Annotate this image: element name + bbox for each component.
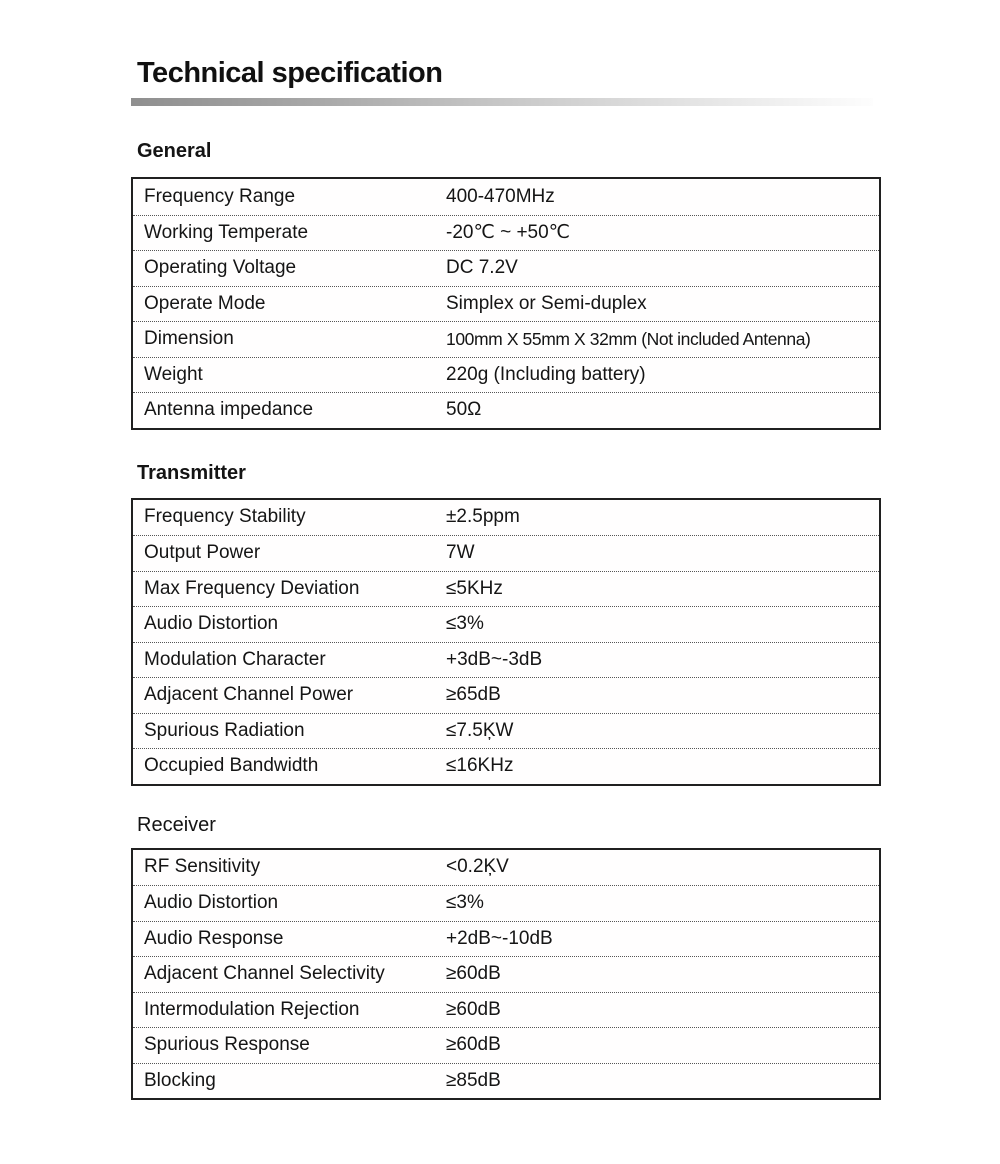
spec-label: Modulation Character: [144, 648, 326, 670]
spec-row: [133, 748, 879, 784]
spec-row: [133, 215, 879, 251]
spec-value: ≥60dB: [446, 1034, 501, 1056]
spec-label: Antenna impedance: [144, 399, 314, 421]
spec-table: [131, 498, 881, 786]
spec-row: [133, 642, 879, 678]
spec-value: ≥60dB: [446, 998, 501, 1020]
spec-row: [133, 885, 879, 921]
spec-page: [131, 0, 881, 1100]
section-receiver: [131, 814, 881, 1101]
spec-label: Dimension: [144, 328, 234, 350]
spec-value: Simplex or Semi-duplex: [446, 292, 647, 314]
section-heading: General: [137, 140, 212, 162]
spec-sections: [131, 140, 881, 1100]
spec-value: ≥65dB: [446, 684, 501, 706]
section-heading: Receiver: [137, 813, 216, 836]
section-heading: Transmitter: [137, 461, 246, 484]
spec-row: [133, 571, 879, 607]
spec-value: 400-470MHz: [446, 185, 555, 207]
spec-label: Audio Response: [144, 927, 284, 949]
spec-value: ≥85dB: [446, 1069, 501, 1091]
spec-row: [133, 1063, 879, 1099]
spec-value: ±2.5ppm: [446, 506, 520, 528]
spec-row: [133, 357, 879, 393]
spec-value: +2dB~-10dB: [446, 927, 553, 949]
spec-row: [133, 392, 879, 428]
spec-label: RF Sensitivity: [144, 856, 261, 878]
spec-label: Output Power: [144, 542, 261, 564]
spec-value: ≤7.5ĶW: [446, 719, 514, 741]
spec-row: [133, 921, 879, 957]
spec-label: Spurious Radiation: [144, 719, 305, 741]
spec-row: [133, 179, 879, 215]
spec-value: 7W: [446, 542, 475, 564]
spec-row: [133, 500, 879, 536]
spec-label: Intermodulation Rejection: [144, 998, 360, 1020]
spec-value: DC 7.2V: [446, 257, 518, 279]
spec-label: Spurious Response: [144, 1034, 310, 1056]
spec-label: Operating Voltage: [144, 257, 297, 279]
spec-table: [131, 848, 881, 1101]
spec-value: 100mm X 55mm X 32mm (Not included Antenna): [446, 328, 811, 349]
spec-row: [133, 992, 879, 1028]
spec-value: 220g (Including battery): [446, 363, 646, 385]
spec-row: [133, 286, 879, 322]
spec-row: [133, 850, 879, 886]
spec-value: 50Ω: [446, 399, 482, 421]
spec-row: [133, 713, 879, 749]
spec-row: [133, 606, 879, 642]
spec-label: Working Temperate: [144, 221, 309, 243]
spec-label: Adjacent Channel Selectivity: [144, 963, 385, 985]
spec-label: Audio Distortion: [144, 613, 279, 635]
spec-label: Frequency Stability: [144, 506, 306, 528]
title-underline: [131, 98, 873, 106]
spec-value: <0.2ĶV: [446, 856, 509, 878]
spec-label: Blocking: [144, 1069, 216, 1091]
spec-label: Max Frequency Deviation: [144, 577, 360, 599]
spec-row: [133, 677, 879, 713]
spec-label: Adjacent Channel Power: [144, 684, 354, 706]
spec-row: [133, 1027, 879, 1063]
spec-value: ≤3%: [446, 892, 484, 914]
spec-label: Audio Distortion: [144, 892, 279, 914]
spec-label: Operate Mode: [144, 292, 266, 314]
page-title: Technical specification: [137, 57, 443, 89]
spec-value: -20℃ ~ +50℃: [446, 222, 571, 244]
spec-row: [133, 321, 879, 357]
section-general: [131, 140, 881, 430]
spec-label: Frequency Range: [144, 185, 296, 207]
spec-row: [133, 956, 879, 992]
spec-value: ≤5KHz: [446, 577, 503, 599]
spec-value: ≤16KHz: [446, 755, 514, 777]
spec-label: Weight: [144, 363, 203, 385]
spec-value: +3dB~-3dB: [446, 648, 543, 670]
spec-label: Occupied Bandwidth: [144, 755, 319, 777]
spec-row: [133, 250, 879, 286]
spec-table: [131, 177, 881, 430]
section-transmitter: [131, 462, 881, 786]
spec-value: ≤3%: [446, 613, 484, 635]
spec-value: ≥60dB: [446, 963, 501, 985]
spec-row: [133, 535, 879, 571]
